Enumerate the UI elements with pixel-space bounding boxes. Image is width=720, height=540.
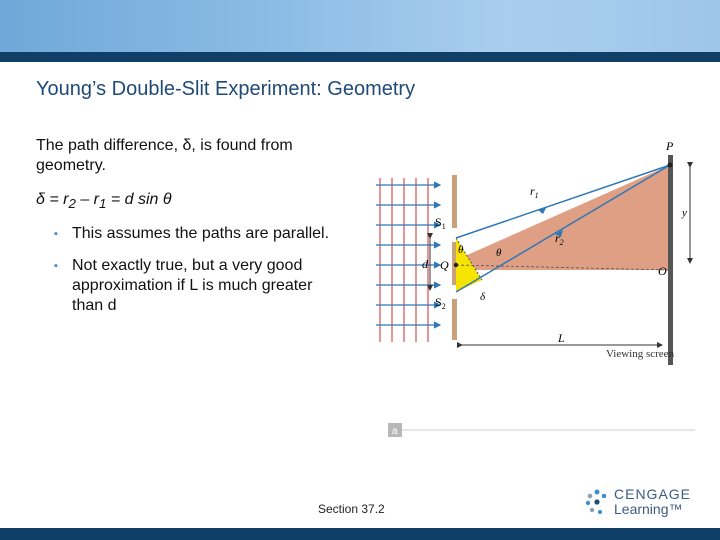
header-rule bbox=[0, 52, 720, 62]
label-L: L bbox=[558, 331, 565, 345]
incident-wavefronts bbox=[380, 178, 428, 342]
label-O: O bbox=[658, 264, 667, 278]
label-Q: Q bbox=[440, 258, 449, 272]
slide-title: Young’s Double-Slit Experiment: Geometry bbox=[36, 78, 416, 100]
label-P: P bbox=[666, 139, 674, 153]
viewing-screen bbox=[668, 155, 673, 365]
header-banner bbox=[0, 0, 720, 52]
label-d: d bbox=[422, 257, 428, 271]
label-theta-b: θ bbox=[496, 247, 502, 259]
label-r1: $r_1$ bbox=[530, 184, 539, 200]
label-S1: $S_1$ bbox=[435, 215, 446, 231]
section-footer: Section 37.2 bbox=[318, 502, 385, 516]
double-slit-diagram bbox=[370, 130, 700, 445]
path-difference-equation: $\delta = r_2 - r_1 = d$ sin θ bbox=[36, 191, 172, 212]
logo-wordmark-bottom: Learning™ bbox=[614, 501, 683, 517]
label-viewing-screen: Viewing screen bbox=[606, 348, 675, 360]
label-r2: $r_2$ bbox=[555, 231, 564, 247]
slide-body bbox=[36, 136, 346, 328]
cengage-dots-icon bbox=[584, 488, 610, 516]
bullet-marker: ▪ bbox=[54, 260, 58, 273]
bullet-marker: ▪ bbox=[54, 228, 58, 241]
intro-text: The path difference, δ, is found from geometry. bbox=[36, 137, 293, 174]
label-delta: δ bbox=[480, 291, 486, 303]
footer-bar bbox=[0, 528, 720, 540]
logo-wordmark-top: CENGAGE bbox=[614, 486, 692, 502]
bullet-parallel: ▪ This assumes the paths are parallel. bbox=[54, 225, 330, 243]
label-y: y bbox=[682, 207, 687, 219]
path-wedge bbox=[456, 165, 670, 270]
label-theta-a: θ bbox=[458, 244, 464, 256]
panel-label: a bbox=[392, 426, 398, 437]
label-S2: $S_2$ bbox=[435, 295, 446, 311]
cengage-logo bbox=[584, 486, 694, 518]
bullet-approximation: ▪ Not exactly true, but a very good approximation if L is much greater than d bbox=[54, 257, 313, 315]
